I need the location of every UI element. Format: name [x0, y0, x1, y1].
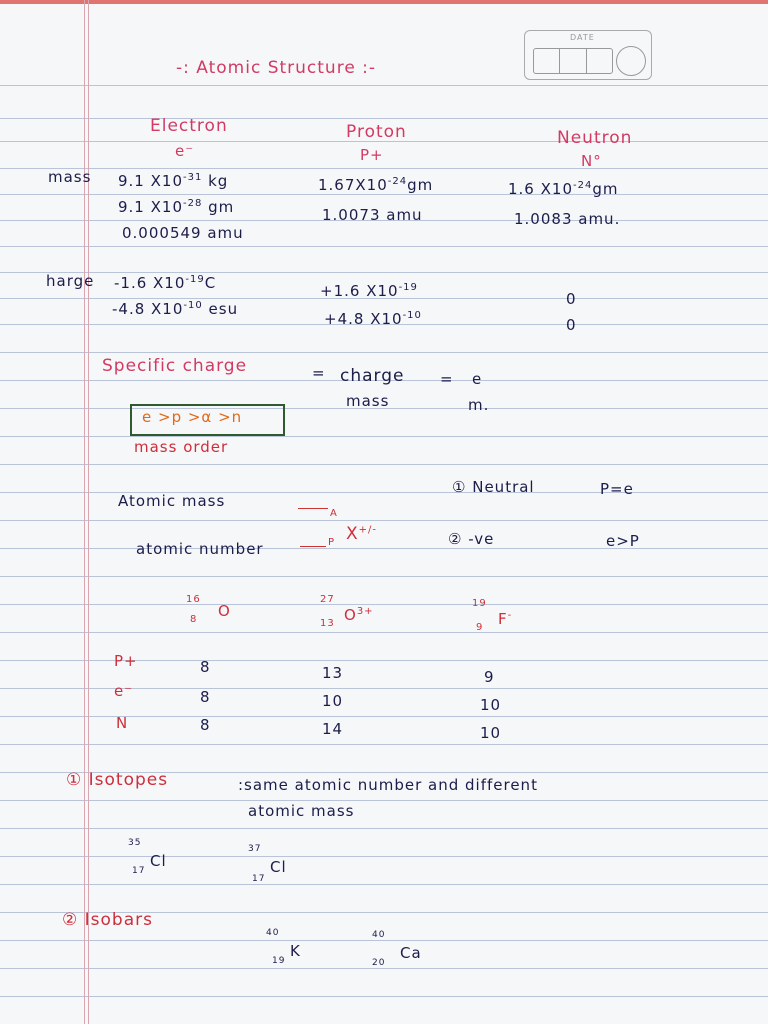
rule-line [0, 996, 768, 997]
isotope-1-number: 17 [132, 866, 146, 876]
example-3-number: 9 [476, 622, 484, 633]
rule-line [0, 246, 768, 247]
charge-label: harge [46, 272, 95, 290]
page-title: -: Atomic Structure :- [176, 58, 377, 78]
electron-mass-2: 9.1 $X10^{-28}$ gm [118, 198, 235, 216]
date-dial-icon [616, 46, 646, 76]
rule-line [0, 194, 768, 195]
rule-line [0, 118, 768, 119]
row-label-neutrons: N [116, 714, 129, 732]
negative-relation: e>P [606, 532, 640, 550]
rule-line [0, 272, 768, 273]
isotopes-heading: ① Isotopes [66, 770, 169, 790]
electron-charge-1: -1.6 $X10^{-19}C$ [114, 274, 217, 292]
electron-heading: Electron [150, 116, 228, 136]
fraction-e: e [472, 370, 483, 388]
rule-line [0, 576, 768, 577]
isotope-1-mass: 35 [128, 838, 142, 848]
example-1-symbol: O [218, 602, 231, 620]
isotope-2-symbol: Cl [270, 858, 287, 876]
symbol-P: P [328, 537, 336, 548]
example-2-electrons: 10 [322, 692, 344, 710]
isobar-1-mass: 40 [266, 928, 280, 938]
electron-mass-1: 9.1 $X10^{-31}$ kg [118, 172, 229, 190]
fraction-numerator: charge [340, 366, 405, 386]
specific-charge-label: Specific charge [102, 356, 248, 376]
arrow-icon [298, 508, 328, 509]
atomic-mass-label: Atomic mass [118, 492, 226, 510]
example-2-symbol: $O^{3+}$ [344, 606, 374, 624]
isotope-1-symbol: Cl [150, 852, 167, 870]
example-3-neutrons: 10 [480, 724, 502, 742]
rule-line [0, 800, 768, 801]
example-1-electrons: 8 [200, 688, 211, 706]
neutral-item: ① Neutral [452, 478, 535, 496]
electron-mass-3: 0.000549 amu [122, 224, 244, 242]
proton-mass-1: $1.67X10^{-24}gm$ [318, 176, 434, 194]
isotope-2-number: 17 [252, 874, 266, 884]
equals-sign: = [440, 370, 454, 388]
rule-line [0, 632, 768, 633]
fraction-denominator: mass [346, 392, 390, 410]
isobar-1-symbol: K [290, 942, 301, 960]
element-X: X+/- [346, 524, 378, 544]
proton-mass-2: 1.0073 amu [322, 206, 423, 224]
example-2-protons: 13 [322, 664, 344, 682]
row-label-electrons: e⁻ [114, 682, 134, 700]
isobar-2-number: 20 [372, 958, 386, 968]
example-1-neutrons: 8 [200, 716, 211, 734]
rule-line [0, 968, 768, 969]
top-edge [0, 0, 768, 4]
example-2-mass: 27 [320, 594, 335, 605]
proton-symbol: P+ [360, 146, 384, 164]
equals-sign: = [312, 364, 326, 382]
example-1-mass: 16 [186, 594, 201, 605]
isotopes-definition-2: atomic mass [248, 802, 355, 820]
rule-line [0, 464, 768, 465]
arrow-icon [300, 546, 326, 547]
neutron-heading: Neutron [557, 128, 633, 148]
rule-line [0, 520, 768, 521]
example-3-protons: 9 [484, 668, 495, 686]
mass-label: mass [48, 168, 92, 186]
neutron-charge-1: 0 [566, 290, 577, 308]
example-2-neutrons: 14 [322, 720, 344, 738]
negative-item: ② -ve [448, 530, 495, 548]
margin-line [84, 0, 85, 1024]
neutral-relation: P=e [600, 480, 634, 498]
isobar-1-number: 19 [272, 956, 286, 966]
neutron-symbol: N° [581, 152, 602, 170]
date-label: DATE [570, 33, 595, 42]
rule-line [0, 828, 768, 829]
mass-order-label: mass order [134, 438, 229, 456]
isobar-2-mass: 40 [372, 930, 386, 940]
rule-line [0, 168, 768, 169]
example-3-mass: 19 [472, 598, 487, 609]
rule-line [0, 744, 768, 745]
isobar-2-symbol: Ca [400, 944, 422, 962]
example-3-electrons: 10 [480, 696, 502, 714]
isotopes-definition-1: :same atomic number and different [238, 776, 538, 794]
example-1-number: 8 [190, 614, 198, 625]
mass-order: e >p >α >n [142, 408, 243, 426]
neutron-mass-1: 1.6 $X10^{-24}gm$ [508, 180, 619, 198]
symbol-A: A [330, 508, 338, 519]
fraction-m: m. [468, 396, 490, 414]
date-cells [533, 48, 613, 74]
proton-heading: Proton [346, 122, 407, 142]
rule-line [0, 352, 768, 353]
rule-line [0, 492, 768, 493]
rule-line [0, 85, 768, 86]
rule-line [0, 884, 768, 885]
isotope-2-mass: 37 [248, 844, 262, 854]
margin-line [88, 0, 89, 1024]
electron-charge-2: -4.8 $X10^{-10}$ esu [112, 300, 239, 318]
example-3-symbol: F- [498, 610, 513, 628]
rule-line [0, 856, 768, 857]
isobars-heading: ② Isobars [62, 910, 153, 930]
example-1-protons: 8 [200, 658, 211, 676]
row-label-protons: P+ [114, 652, 138, 670]
rule-line [0, 604, 768, 605]
rule-line [0, 548, 768, 549]
electron-symbol: e⁻ [175, 142, 195, 160]
example-2-number: 13 [320, 618, 335, 629]
proton-charge-2: +4.8 $X10^{-10}$ [324, 310, 422, 328]
neutron-mass-2: 1.0083 amu. [514, 210, 621, 228]
proton-charge-1: +1.6 $X10^{-19}$ [320, 282, 418, 300]
rule-line [0, 940, 768, 941]
atomic-number-label: atomic number [136, 540, 264, 558]
rule-line [0, 436, 768, 437]
neutron-charge-2: 0 [566, 316, 577, 334]
